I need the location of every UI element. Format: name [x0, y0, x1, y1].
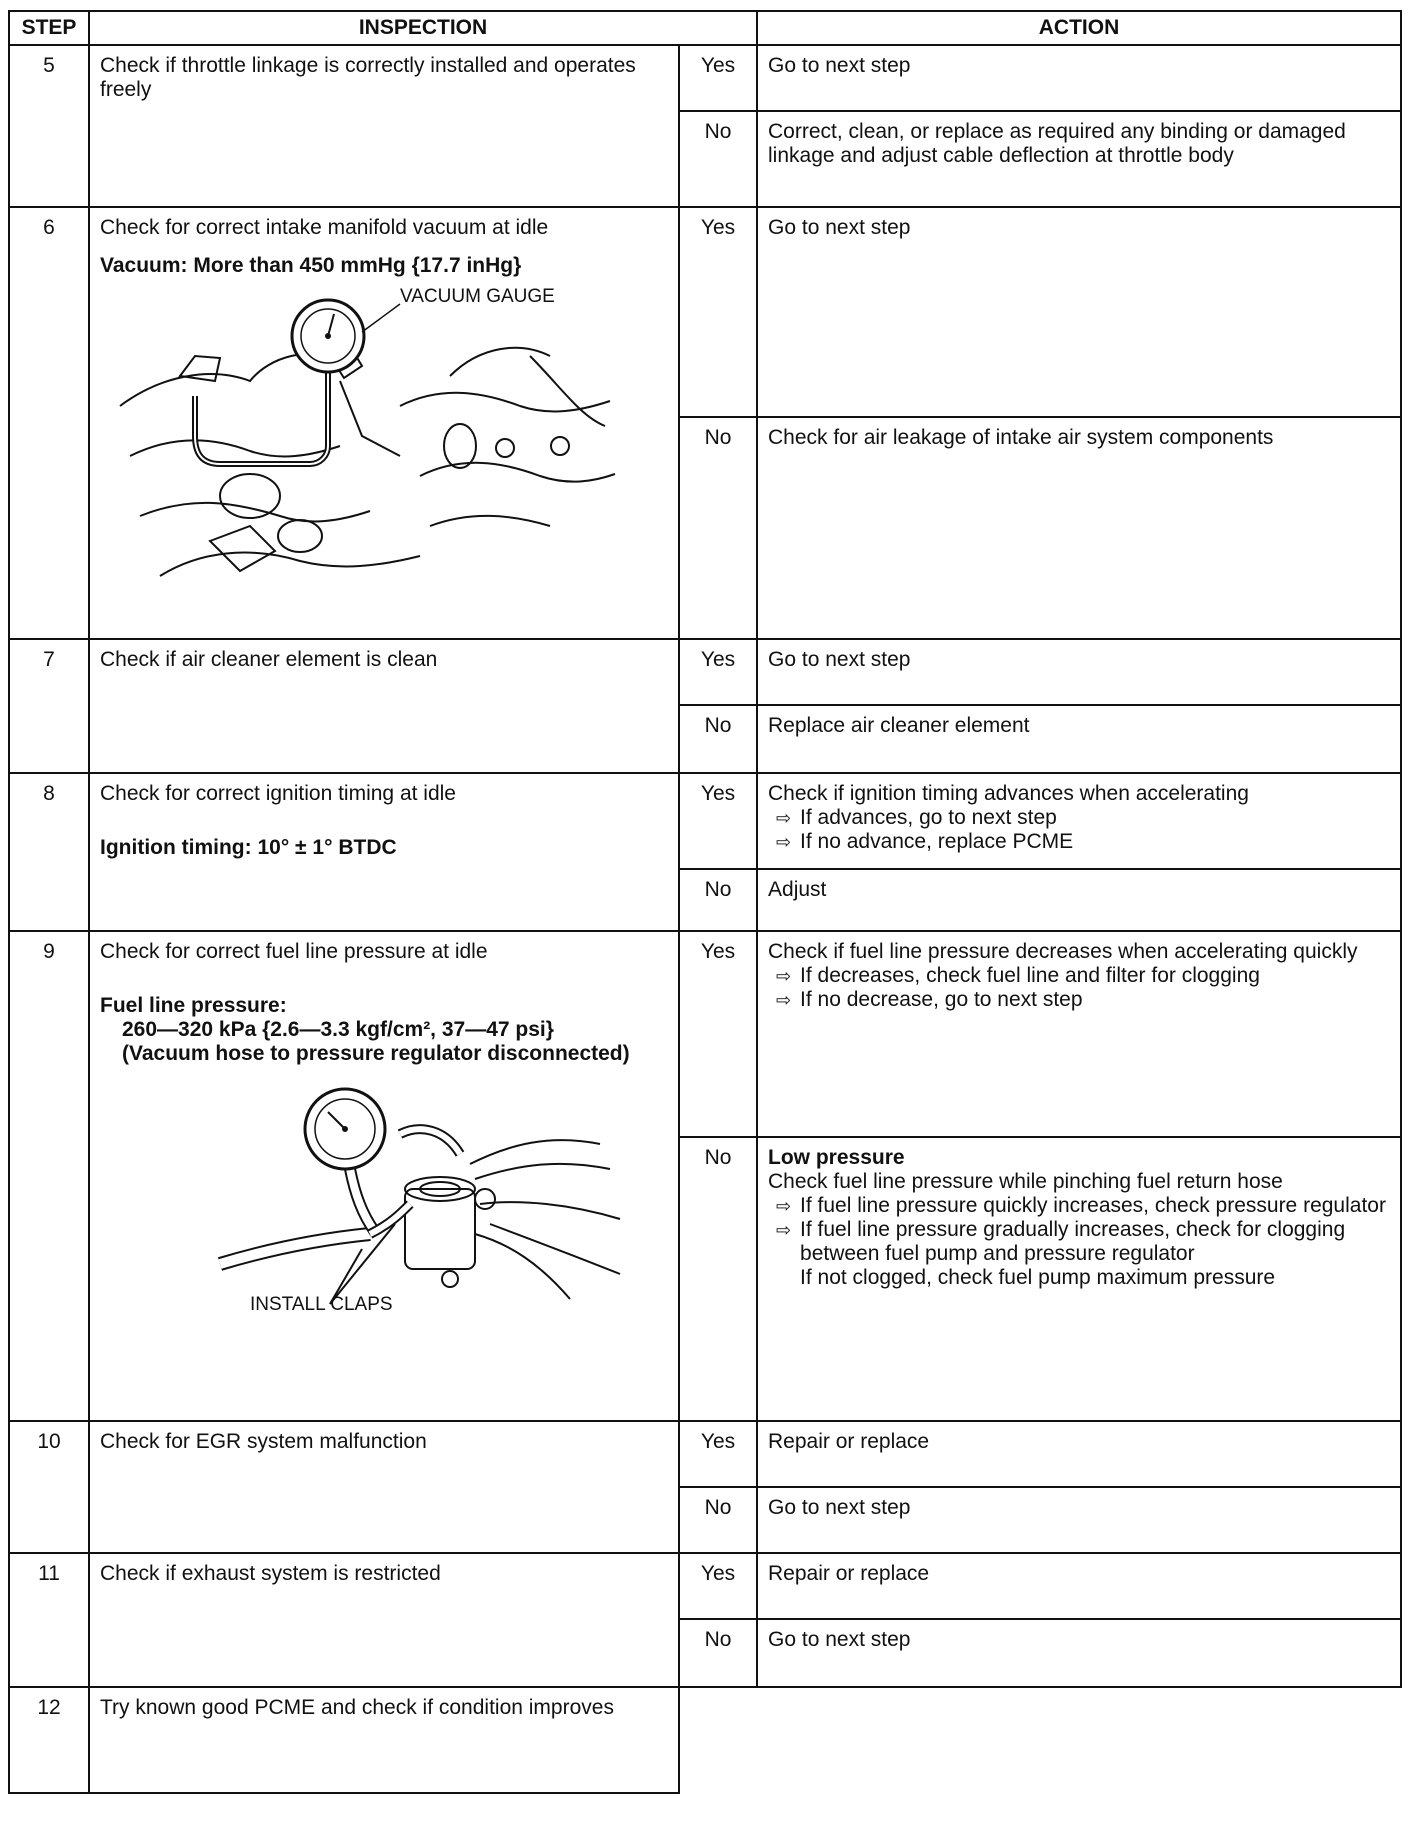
spec-vacuum: Vacuum: More than 450 mmHg {17.7 inHg} [100, 254, 522, 277]
diagnostic-procedure-sheet [8, 10, 1400, 1830]
table-row [9, 639, 1401, 705]
step-number: 8 [9, 773, 89, 931]
table-row [9, 1687, 1401, 1793]
yes-action: Repair or replace [757, 1553, 1401, 1619]
no-action: Go to next step [757, 1619, 1401, 1687]
no-action: Replace air cleaner element [757, 705, 1401, 773]
header-step: STEP [9, 11, 89, 45]
table-row [9, 1421, 1401, 1487]
install-claps-label: INSTALL CLAPS [250, 1294, 393, 1314]
step-number: 9 [9, 931, 89, 1421]
yes-label: Yes [679, 639, 757, 705]
no-label: No [679, 705, 757, 773]
yes-action: Check if ignition timing advances when accelerating [768, 782, 1249, 805]
fuel-pressure-gauge-illustration [100, 1074, 660, 1314]
yes-action: Go to next step [757, 45, 1401, 111]
step-number: 11 [9, 1553, 89, 1687]
table-row [9, 45, 1401, 111]
arrow-right-icon: ⇨ [776, 990, 792, 1010]
header-inspection: INSPECTION [89, 11, 757, 45]
inspection-text: Try known good PCME and check if condition improves [89, 1687, 679, 1793]
step-number: 5 [9, 45, 89, 207]
yes-action-cell [757, 773, 1401, 869]
arrow-right-icon: ⇨ [776, 966, 792, 986]
yes-label: Yes [679, 1421, 757, 1487]
spec-title: Fuel line pressure: [100, 994, 287, 1017]
no-action: Correct, clean, or replace as required any binding or damaged linkage and adjust cable deflection at throttle body [757, 111, 1401, 207]
troubleshooting-table [8, 10, 1402, 1794]
yes-label: Yes [679, 1553, 757, 1619]
no-label: No [679, 417, 757, 639]
spec-value: 260—320 kPa {2.6—3.3 kgf/cm², 37—47 psi} [122, 1018, 554, 1041]
arrow-right-icon: ⇨ [776, 1220, 792, 1240]
list-item: ⇨ If no advance, replace PCME [776, 830, 1074, 853]
no-action: Adjust [757, 869, 1401, 931]
list-item: ⇨ If fuel line pressure gradually increases, check for clogging between fuel pump and pressure regulator [776, 1218, 1346, 1265]
arrow-right-icon: ⇨ [776, 832, 792, 852]
spec-note: (Vacuum hose to pressure regulator disconnected) [122, 1042, 630, 1065]
table-header-row [9, 11, 1401, 45]
inspection-text: Check if air cleaner element is clean [89, 639, 679, 773]
no-label: No [679, 1487, 757, 1553]
step-number: 7 [9, 639, 89, 773]
list-item: ⇨ If fuel line pressure quickly increases, check pressure regulator [776, 1194, 1386, 1217]
inspection-text: Check if exhaust system is restricted [89, 1553, 679, 1687]
inspection-text: Check for EGR system malfunction [89, 1421, 679, 1553]
no-action: Check for air leakage of intake air system components [757, 417, 1401, 639]
yes-label: Yes [679, 45, 757, 111]
inspection-cell [89, 207, 679, 639]
yes-action: Repair or replace [757, 1421, 1401, 1487]
no-label: No [679, 1619, 757, 1687]
table-row [9, 1553, 1401, 1619]
inspection-text: Check for correct intake manifold vacuum at idle [100, 216, 549, 239]
inspection-cell [89, 931, 679, 1421]
yes-action: Go to next step [757, 639, 1401, 705]
list-item: ⇨ If decreases, check fuel line and filter for clogging [776, 964, 1260, 987]
arrow-right-icon: ⇨ [776, 808, 792, 828]
no-label: No [679, 111, 757, 207]
header-action: ACTION [757, 11, 1401, 45]
list-item-sub: If not clogged, check fuel pump maximum pressure [800, 1266, 1276, 1289]
list-item: ⇨ If advances, go to next step [776, 806, 1057, 829]
step-number: 10 [9, 1421, 89, 1553]
yes-action: Check if fuel line pressure decreases when accelerating quickly [768, 940, 1358, 963]
yes-action-cell [757, 931, 1401, 1137]
empty-action-cell [679, 1687, 1401, 1793]
no-action-cell [757, 1137, 1401, 1421]
yes-action: Go to next step [757, 207, 1401, 417]
inspection-text: Check for correct fuel line pressure at idle [100, 940, 488, 963]
low-pressure-title: Low pressure [768, 1146, 905, 1169]
table-row [9, 207, 1401, 417]
no-action: Go to next step [757, 1487, 1401, 1553]
table-row [9, 931, 1401, 1137]
table-row [9, 773, 1401, 869]
no-label: No [679, 1137, 757, 1421]
arrow-right-icon: ⇨ [776, 1196, 792, 1216]
no-label: No [679, 869, 757, 931]
yes-label: Yes [679, 207, 757, 417]
yes-label: Yes [679, 773, 757, 869]
yes-label: Yes [679, 931, 757, 1137]
list-item: ⇨ If no decrease, go to next step [776, 988, 1083, 1011]
inspection-cell [89, 773, 679, 931]
inspection-text: Check for correct ignition timing at idle [100, 782, 456, 805]
spec-ignition-timing: Ignition timing: 10° ± 1° BTDC [100, 836, 397, 859]
step-number: 12 [9, 1687, 89, 1793]
vacuum-gauge-illustration [100, 286, 620, 586]
no-action: Check fuel line pressure while pinching fuel return hose [768, 1170, 1283, 1193]
step-number: 6 [9, 207, 89, 639]
vacuum-gauge-label: VACUUM GAUGE [400, 286, 555, 307]
inspection-text: Check if throttle linkage is correctly installed and operates freely [89, 45, 679, 207]
